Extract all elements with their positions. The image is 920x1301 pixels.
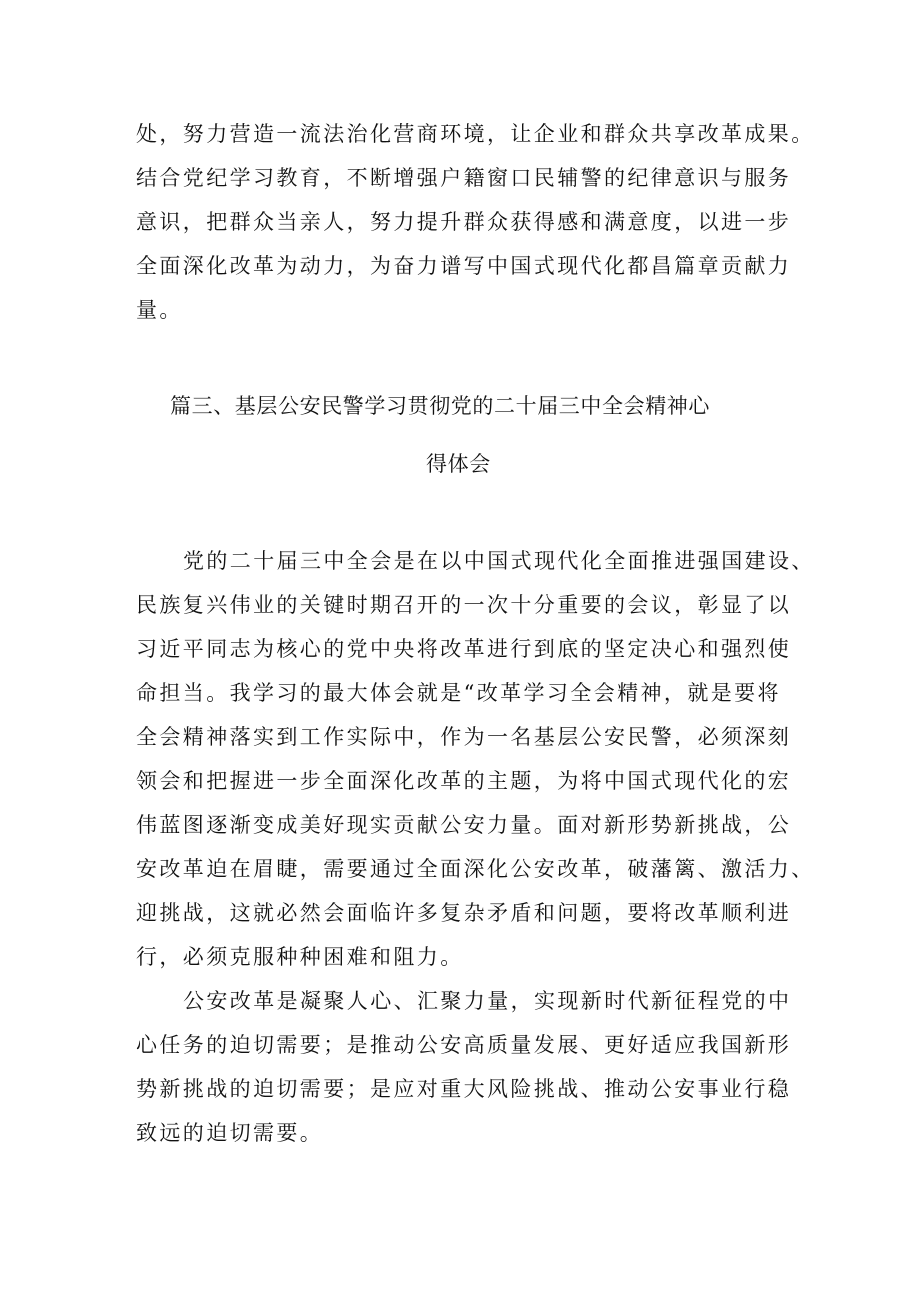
paragraph-line: 安改革迫在眉睫，需要通过全面深化公安改革，破藩篱、激活力、 xyxy=(136,857,815,881)
paragraph-line: 致远的迫切需要。 xyxy=(136,1121,324,1145)
section-title-line-2: 得体会 xyxy=(426,452,491,476)
paragraph-line: 公安改革是凝聚人心、汇聚力量，实现新时代新征程党的中 xyxy=(183,989,792,1013)
paragraph-line: 全面深化改革为动力，为奋力谱写中国式现代化都昌篇章贡献力 xyxy=(136,254,792,278)
paragraph-line: 势新挑战的迫切需要；是应对重大风险挑战、推动公安事业行稳 xyxy=(136,1077,792,1101)
paragraph-line: 意识，把群众当亲人，努力提升群众获得感和满意度，以进一步 xyxy=(136,210,792,234)
paragraph-line: 心任务的迫切需要；是推动公安高质量发展、更好适应我国新形 xyxy=(136,1033,792,1057)
paragraph-line: 党的二十届三中全会是在以中国式现代化全面推进强国建设、 xyxy=(183,549,815,573)
paragraph-line: 迎挑战，这就必然会面临许多复杂矛盾和问题，要将改革顺利进 xyxy=(136,901,792,925)
section-title-line-1: 篇三、基层公安民警学习贯彻党的二十届三中全会精神心 xyxy=(170,394,710,418)
paragraph-line: 命担当。我学习的最大体会就是“改革学习全会精神，就是要将 xyxy=(136,681,781,705)
paragraph-line: 行，必须克服种种困难和阻力。 xyxy=(136,945,464,969)
paragraph-line: 伟蓝图逐渐变成美好现实贡献公安力量。面对新形势新挑战，公 xyxy=(136,813,792,837)
paragraph-line: 处，努力营造一流法治化营商环境，让企业和群众共享改革成果。 xyxy=(136,122,815,146)
paragraph-line: 领会和把握进一步全面深化改革的主题，为将中国式现代化的宏 xyxy=(136,769,792,793)
paragraph-line: 量。 xyxy=(136,298,183,322)
paragraph-line: 全会精神落实到工作实际中，作为一名基层公安民警，必须深刻 xyxy=(136,725,792,749)
paragraph-line: 习近平同志为核心的党中央将改革进行到底的坚定决心和强烈使 xyxy=(136,637,792,661)
paragraph-line: 民族复兴伟业的关键时期召开的一次十分重要的会议，彰显了以 xyxy=(136,593,792,617)
paragraph-line: 结合党纪学习教育，不断增强户籍窗口民辅警的纪律意识与服务 xyxy=(136,166,792,190)
